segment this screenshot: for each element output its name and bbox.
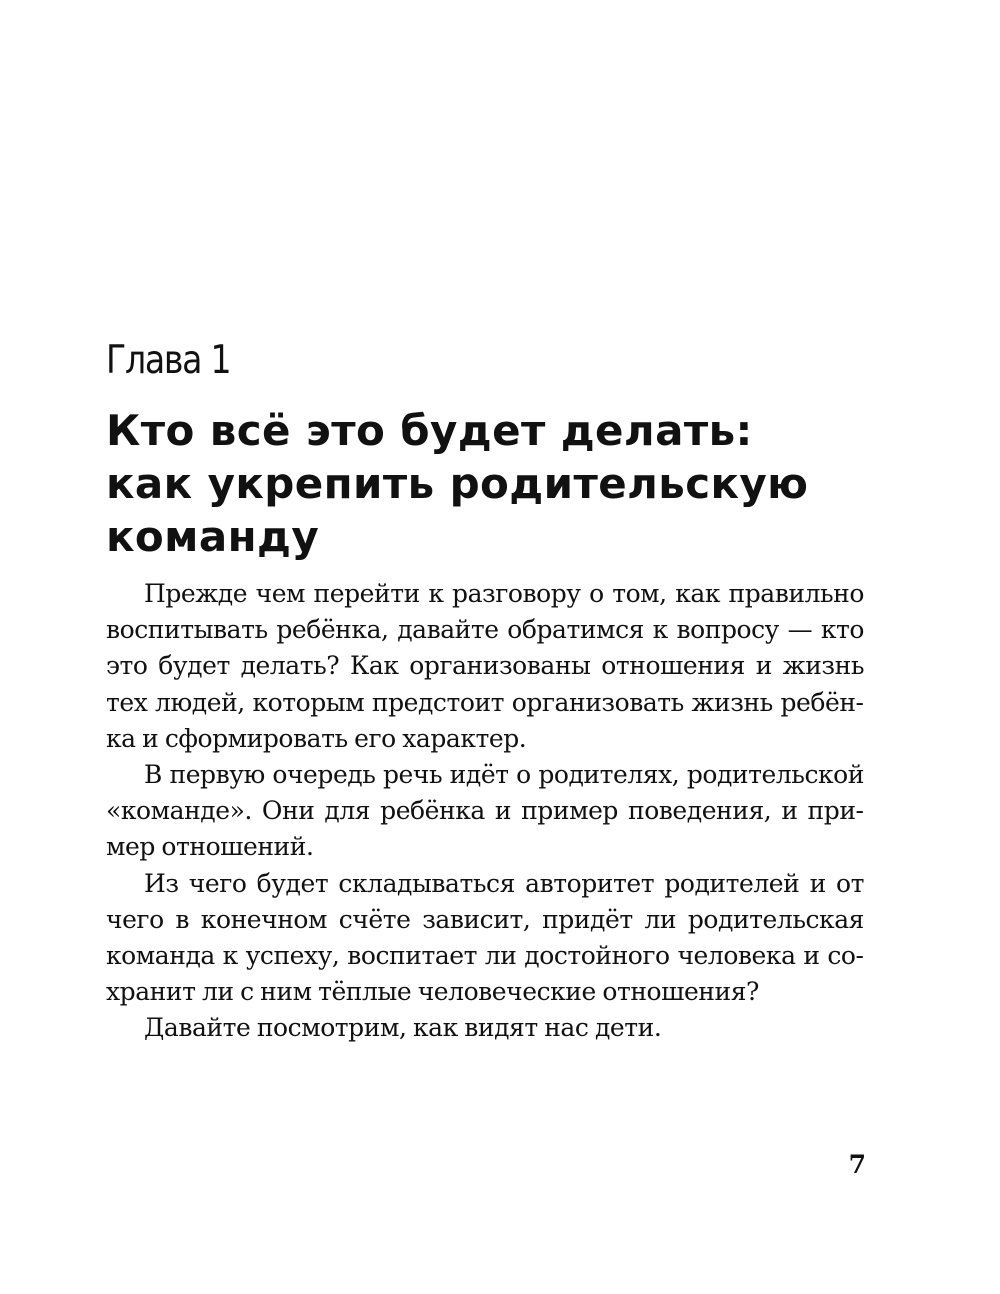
paragraph: Давайте посмотрим, как видят нас дети. — [144, 1013, 662, 1043]
paragraph: В первую очередь речь идёт о родителях, родительской «команде». Они для ребёнка и пример поведения, и пример отношений. — [106, 760, 864, 862]
paragraph: Прежде чем перейти к разговору о том, как правильно воспитывать ребёнка, давайте обратимся к вопросу — кто это будет делать? Как организованы отношения и жизнь тех людей, которым предстоит организовать жизнь ребёнка и сформировать его характер. — [106, 579, 864, 753]
page-number: 7 — [848, 1150, 866, 1179]
chapter-title-line: Кто всё это будет делать: — [106, 406, 753, 455]
chapter-title-line: как укрепить родительскую — [106, 459, 809, 508]
chapter-title-line: команду — [106, 512, 320, 561]
paragraph: Из чего будет складываться авторитет родителей и от чего в конечном счёте зависит, придёт ли родительская команда к успеху, воспитает ли достойного человека и сохранит ли с ним тёплые человеческие отношения? — [106, 868, 864, 1007]
chapter-label: Глава 1 — [106, 338, 231, 383]
chapter-title — [106, 404, 808, 563]
body-text — [106, 576, 864, 1047]
